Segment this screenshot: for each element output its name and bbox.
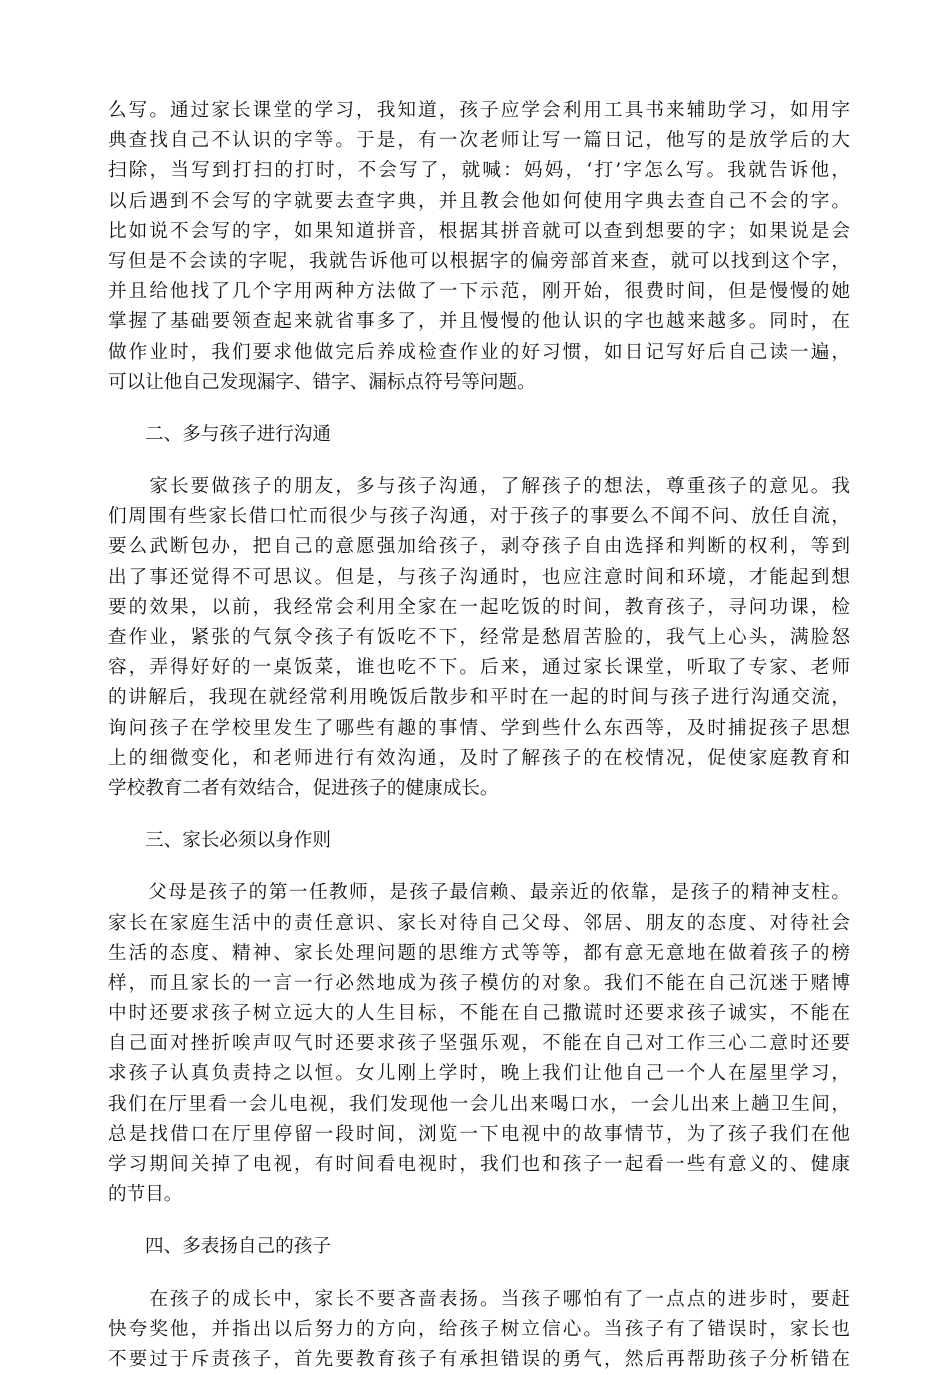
text-line: 扫除，当写到打扫的打时，不会写了，就喊：妈妈，‘打’字怎么写。我就告诉他， (108, 160, 850, 182)
text-line: 掌握了基础要领查起来就省事多了，并且慢慢的他认识的字也越来越多。同时，在 (108, 311, 850, 333)
text-line: 要的效果，以前，我经常会利用全家在一起吃饭的时间，教育孩子，寻问功课，检 (108, 596, 850, 618)
text-line: 总是找借口在厅里停留一段时间，浏览一下电视中的故事情节，为了孩子我们在他 (108, 1123, 850, 1145)
text-line: 生活的态度、精神、家长处理问题的思维方式等等，都有意无意地在做着孩子的榜 (108, 942, 850, 964)
text-line: 比如说不会写的字，如果知道拼音，根据其拼音就可以查到想要的字；如果说是会 (108, 220, 850, 242)
document-page (108, 96, 850, 1375)
text-line: 中时还要求孩子树立远大的人生目标，不能在自己撒谎时还要求孩子诚实，不能在 (108, 1003, 850, 1025)
text-line: 在孩子的成长中，家长不要吝啬表扬。当孩子哪怕有了一点点的进步时，要赶 (108, 1288, 850, 1310)
text-line: 的讲解后，我现在就经常利用晚饭后散步和平时在一起的时间与孩子进行沟通交流， (108, 687, 850, 709)
section-heading-role-model: 三、家长必须以身作则 (145, 830, 331, 852)
text-line: 询问孩子在学校里发生了哪些有趣的事情、学到些什么东西等，及时捕捉孩子思想 (108, 717, 850, 739)
text-line: 父母是孩子的第一任教师，是孩子最信赖、最亲近的依靠，是孩子的精神支柱。 (108, 882, 850, 904)
text-line: 做作业时，我们要求他做完后养成检查作业的好习惯，如日记写好后自己读一遍， (108, 341, 850, 363)
text-line: 查作业，紧张的气氛令孩子有饭吃不下，经常是愁眉苦脸的，我气上心头，满脸怒 (108, 627, 850, 649)
text-line: 的节目。 (108, 1184, 183, 1206)
text-line: 出了事还觉得不可思议。但是，与孩子沟通时，也应注意时间和环境，才能起到想 (108, 566, 850, 588)
text-line: 自己面对挫折唉声叹气时还要求孩子坚强乐观，不能在自己对工作三心二意时还要 (108, 1033, 850, 1055)
paragraph-role-model (108, 878, 850, 1210)
text-line: 典查找自己不认识的字等。于是，有一次老师让写一篇日记，他写的是放学后的大 (108, 130, 850, 152)
text-line: 求孩子认真负责持之以恒。女儿刚上学时，晚上我们让他自己一个人在屋里学习， (108, 1063, 850, 1085)
text-line: 要么武断包办，把自己的意愿强加给孩子，剥夺孩子自由选择和判断的权利，等到 (108, 536, 850, 558)
text-line: 可以让他自己发现漏字、错字、漏标点符号等问题。 (108, 371, 536, 393)
text-line: 样，而且家长的一言一行必然地成为孩子模仿的对象。我们不能在自己沉迷于赌博 (108, 972, 850, 994)
text-line: 学校教育二者有效结合，促进孩子的健康成长。 (108, 777, 499, 799)
text-line: 们周围有些家长借口忙而很少与孩子沟通，对于孩子的事要么不闻不问、放任自流， (108, 506, 850, 528)
text-line: 快夸奖他，并指出以后努力的方向，给孩子树立信心。当孩子有了错误时，家长也 (108, 1318, 850, 1340)
text-line: 并且给他找了几个字用两种方法做了一下示范，刚开始，很费时间，但是慢慢的她 (108, 281, 850, 303)
text-line: 学习期间关掉了电视，有时间看电视时，我们也和孩子一起看一些有意义的、健康 (108, 1154, 850, 1176)
text-line: 写但是不会读的字呢，我就告诉他可以根据字的偏旁部首来查，就可以找到这个字， (108, 250, 850, 272)
section-heading-communication: 二、多与孩子进行沟通 (145, 423, 331, 445)
text-line: 我们在厅里看一会儿电视，我们发现他一会儿出来喝口水，一会儿出来上趟卫生间， (108, 1093, 850, 1115)
text-line: 么写。通过家长课堂的学习，我知道，孩子应学会利用工具书来辅助学习，如用字 (108, 100, 850, 121)
text-line: 家长在家庭生活中的责任意识、家长对待自己父母、邻居、朋友的态度、对待社会 (108, 912, 850, 934)
section-heading-praise: 四、多表扬自己的孩子 (145, 1236, 331, 1258)
text-line: 不要过于斥责孩子，首先要教育孩子有承担错误的勇气，然后再帮助孩子分析错在 (108, 1348, 850, 1370)
text-line: 容，弄得好好的一桌饭菜，谁也吃不下。后来，通过家长课堂，听取了专家、老师 (108, 657, 850, 679)
text-line: 以后遇到不会写的字就要去查字典，并且教会他如何使用字典去查自己不会的字。 (108, 190, 850, 212)
text-line: 家长要做孩子的朋友，多与孩子沟通，了解孩子的想法，尊重孩子的意见。我 (108, 476, 850, 498)
text-line: 上的细微变化，和老师进行有效沟通，及时了解孩子的在校情况，促使家庭教育和 (108, 747, 850, 769)
paragraph-communication (108, 472, 850, 804)
paragraph-praise (108, 1285, 850, 1375)
paragraph-dictionary (108, 96, 850, 398)
